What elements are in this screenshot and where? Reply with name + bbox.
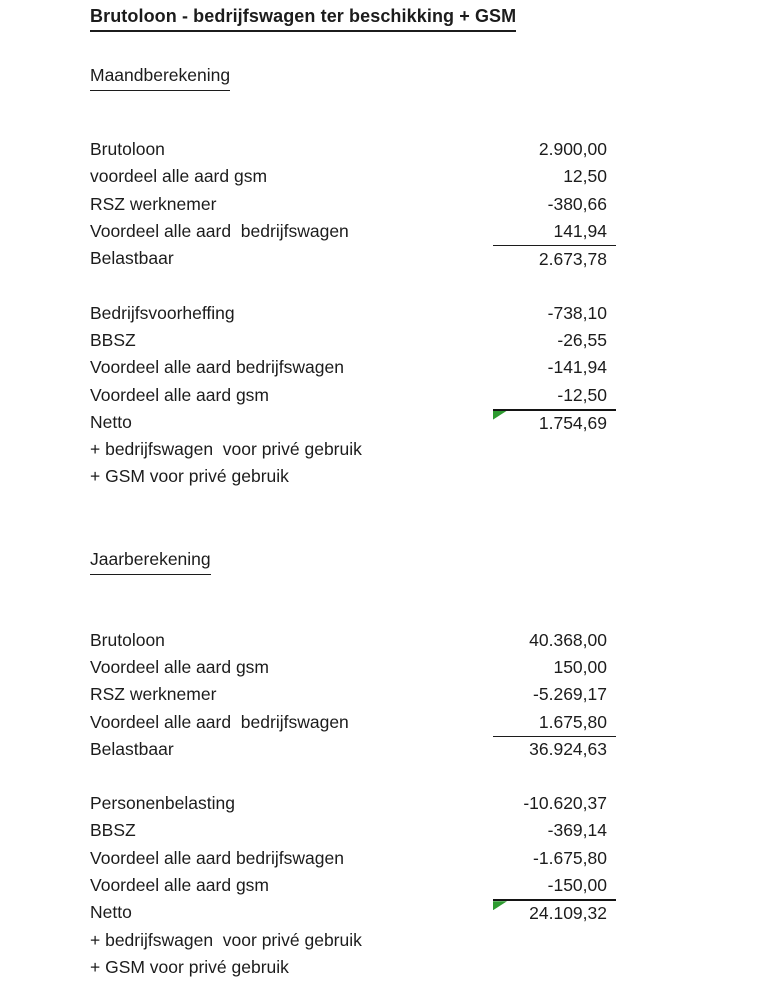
table-row — [90, 191, 616, 218]
row-amount: 36.924,63 — [529, 739, 607, 760]
calc-block — [90, 627, 616, 763]
row-value — [493, 817, 616, 844]
table-row — [90, 436, 616, 463]
table-row — [90, 654, 616, 681]
row-value — [493, 627, 616, 654]
row-amount: -10.620,37 — [523, 793, 607, 814]
row-label: voordeel alle aard gsm — [90, 166, 268, 187]
table-row — [90, 627, 616, 654]
row-label: + bedrijfswagen voor privé gebruik — [90, 929, 362, 950]
table-row — [90, 872, 616, 899]
table-row — [90, 681, 616, 708]
table-row — [90, 327, 616, 354]
sections — [90, 62, 616, 981]
row-amount: 1.675,80 — [538, 711, 607, 732]
title-line — [90, 3, 616, 32]
calc-block — [90, 136, 616, 272]
table-row — [90, 954, 616, 981]
row-value — [493, 245, 616, 272]
row-amount: -150,00 — [547, 875, 607, 896]
section-heading-text: Jaarberekening — [90, 546, 211, 575]
row-value — [493, 463, 616, 490]
calc-section — [90, 62, 616, 491]
row-amount: 150,00 — [553, 657, 607, 677]
row-label: Personenbelasting — [90, 793, 235, 814]
row-amount: 141,94 — [553, 221, 607, 242]
row-value — [493, 436, 616, 463]
excel-error-flag-icon — [493, 411, 507, 420]
row-amount: 1.754,69 — [538, 412, 607, 433]
row-label: + GSM voor privé gebruik — [90, 956, 289, 977]
table-row — [90, 218, 616, 245]
calc-block — [90, 299, 616, 490]
table-row — [90, 245, 616, 272]
row-label: RSZ werknemer — [90, 193, 217, 214]
row-value — [493, 218, 616, 245]
row-value — [493, 381, 616, 408]
row-label: Voordeel alle aard gsm — [90, 657, 269, 677]
row-value — [493, 409, 616, 436]
row-amount: -141,94 — [547, 357, 607, 378]
row-value — [493, 954, 616, 981]
table-row — [90, 708, 616, 735]
row-value — [493, 872, 616, 899]
row-amount: 2.900,00 — [538, 139, 607, 160]
table-row — [90, 736, 616, 763]
row-amount: 2.673,78 — [538, 248, 607, 269]
row-value — [493, 927, 616, 954]
calc-block — [90, 790, 616, 981]
row-amount: -12,50 — [557, 384, 607, 405]
table-row — [90, 899, 616, 926]
row-value — [493, 736, 616, 763]
table-row — [90, 136, 616, 163]
row-value — [493, 354, 616, 381]
row-label: RSZ werknemer — [90, 684, 217, 705]
section-heading — [90, 546, 616, 575]
calc-section — [90, 546, 616, 981]
row-value — [493, 299, 616, 326]
table-row — [90, 927, 616, 954]
section-heading — [90, 62, 616, 91]
table-row — [90, 463, 616, 490]
row-label: Voordeel alle aard bedrijfswagen — [90, 847, 344, 868]
section-blocks — [90, 136, 616, 491]
row-label: BBSZ — [90, 329, 136, 350]
row-value — [493, 899, 616, 926]
row-value — [493, 681, 616, 708]
row-value — [493, 790, 616, 817]
row-amount: -738,10 — [547, 302, 607, 323]
row-value — [493, 845, 616, 872]
row-label: Voordeel alle aard bedrijfswagen — [90, 711, 349, 732]
row-value — [493, 191, 616, 218]
table-row — [90, 845, 616, 872]
row-amount: 12,50 — [563, 166, 607, 187]
row-amount: -1.675,80 — [533, 847, 607, 868]
row-value — [493, 136, 616, 163]
table-row — [90, 299, 616, 326]
row-label: BBSZ — [90, 820, 136, 841]
row-label: Bedrijfsvoorheffing — [90, 302, 235, 323]
table-row — [90, 817, 616, 844]
row-value — [493, 654, 616, 681]
section-heading-text: Maandberekening — [90, 62, 230, 91]
row-amount: 40.368,00 — [529, 629, 607, 650]
row-label: Brutoloon — [90, 139, 165, 160]
table-row — [90, 790, 616, 817]
row-value — [493, 708, 616, 735]
row-label: Voordeel alle aard gsm — [90, 875, 269, 896]
table-row — [90, 409, 616, 436]
table-row — [90, 354, 616, 381]
row-label: Voordeel alle aard bedrijfswagen — [90, 357, 344, 378]
row-value — [493, 163, 616, 190]
row-label: Netto — [90, 411, 132, 432]
row-label: Belastbaar — [90, 738, 174, 759]
row-amount: -26,55 — [557, 329, 607, 350]
excel-error-flag-icon — [493, 901, 507, 910]
row-amount: -5.269,17 — [533, 684, 607, 705]
row-label: Belastbaar — [90, 248, 174, 269]
row-label: + GSM voor privé gebruik — [90, 466, 289, 487]
row-label: Voordeel alle aard gsm — [90, 384, 269, 405]
row-amount: -380,66 — [547, 193, 607, 214]
row-label: Brutoloon — [90, 629, 165, 650]
table-row — [90, 163, 616, 190]
row-label: Netto — [90, 902, 132, 923]
table-row — [90, 381, 616, 408]
row-label: + bedrijfswagen voor privé gebruik — [90, 439, 362, 460]
row-amount: 24.109,32 — [529, 903, 607, 924]
row-amount: -369,14 — [547, 820, 607, 841]
section-blocks — [90, 627, 616, 981]
row-value — [493, 327, 616, 354]
page-title: Brutoloon - bedrijfswagen ter beschikking + GSM — [90, 3, 516, 32]
row-label: Voordeel alle aard bedrijfswagen — [90, 221, 349, 242]
